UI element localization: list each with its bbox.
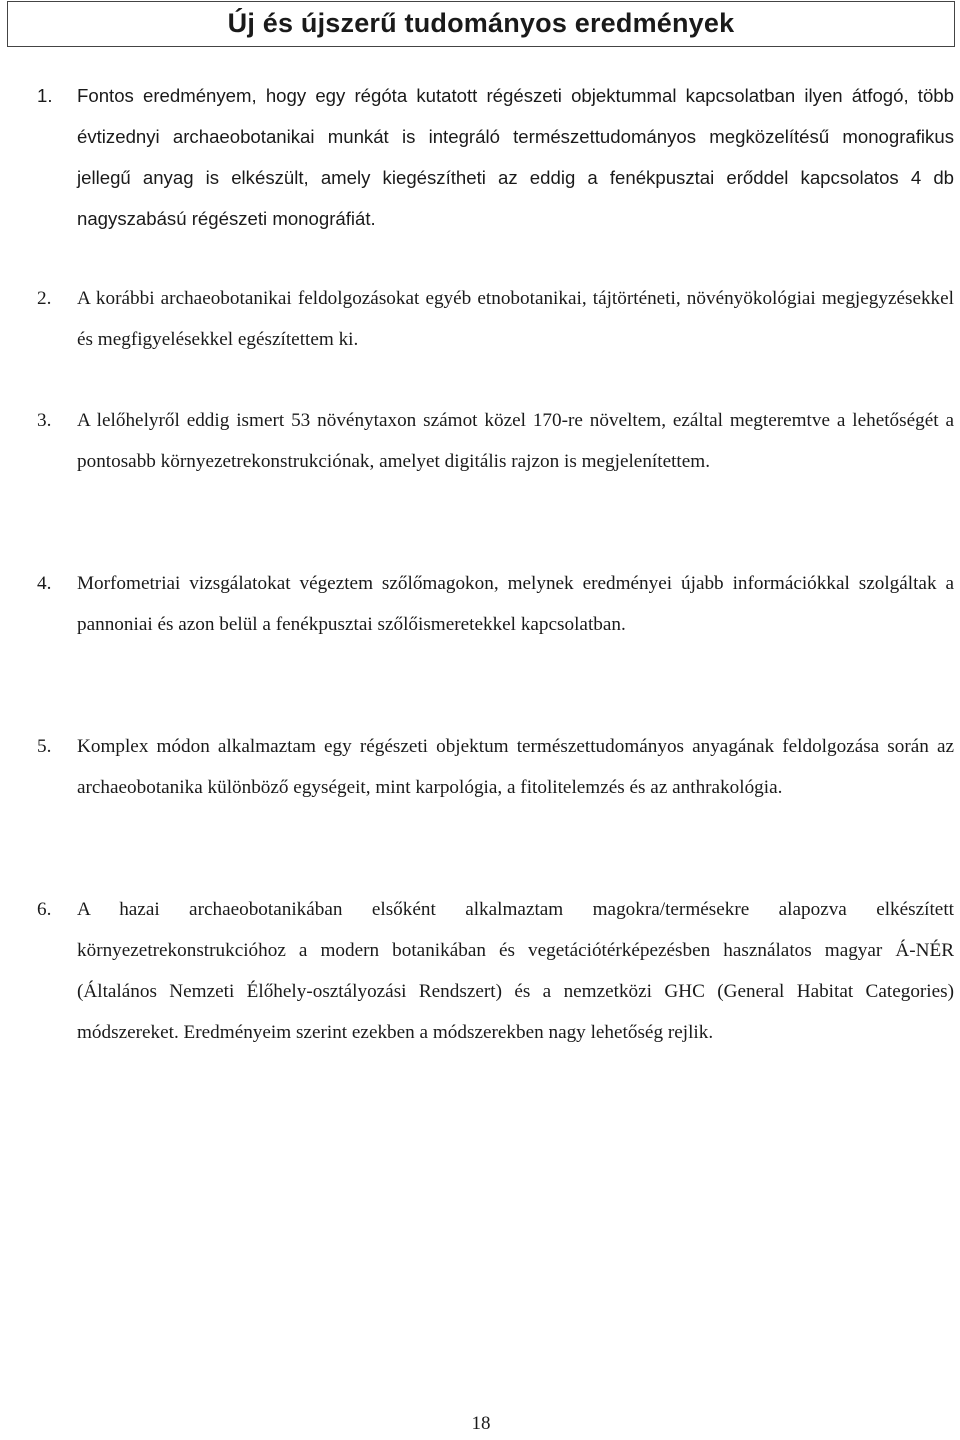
item-number: 5. xyxy=(37,736,52,757)
result-item-5 xyxy=(37,726,954,808)
item-number: 3. xyxy=(37,410,52,431)
item-number: 4. xyxy=(37,573,52,594)
result-item-3 xyxy=(37,400,954,482)
item-number: 2. xyxy=(37,288,52,309)
result-item-4 xyxy=(37,563,954,645)
item-text: Fontos eredményem, hogy egy régóta kutatott régészeti objektummal kapcsolatban ilyen átfogó, több évtizednyi archaeobotanikai munkát is integráló természettudományos megközelítésű monografikus jellegű anyag is elkészült, amely kiegészítheti az eddig a fenékpusztai erőddel kapcsolatos 4 db nagyszabású régészeti monográfiát. xyxy=(77,85,954,229)
item-number: 1. xyxy=(37,85,53,106)
heading-box xyxy=(7,1,955,47)
item-text: Morfometriai vizsgálatokat végeztem szőlőmagokon, melynek eredményei újabb információkkal szolgáltak a pannoniai és azon belül a fenékpusztai szőlőismeretekkel kapcsolatban. xyxy=(77,573,954,635)
item-text: A hazai archaeobotanikában elsőként alkalmaztam magokra/termésekre alapozva elkészített környezetrekonstrukcióhoz a modern botanikában és vegetációtérképezésben használatos magyar Á-NÉR (Általános Nemzeti Élőhely-osztályozási Rendszert) és a nemzetközi GHC (General Habitat Categories) módszereket. Eredményeim szerint ezekben a módszerekben nagy lehetőség rejlik. xyxy=(77,899,954,1043)
result-item-1 xyxy=(37,75,954,239)
item-text: A korábbi archaeobotanikai feldolgozásokat egyéb etnobotanikai, tájtörténeti, növényökológiai megjegyzésekkel és megfigyelésekkel egészítettem ki. xyxy=(77,288,954,350)
result-item-6 xyxy=(37,889,954,1053)
page-number: 18 xyxy=(471,1413,491,1434)
result-item-2 xyxy=(37,278,954,360)
page-title: Új és újszerű tudományos eredmények xyxy=(227,7,735,38)
item-text: A lelőhelyről eddig ismert 53 növénytaxon számot közel 170-re növeltem, ezáltal megteremtve a lehetőségét a pontosabb környezetrekonstrukciónak, amelyet digitális rajzon is megjelenítettem. xyxy=(77,410,954,472)
item-number: 6. xyxy=(37,899,52,920)
item-text: Komplex módon alkalmaztam egy régészeti objektum természettudományos anyagának feldolgozása során az archaeobotanika különböző egységeit, mint karpológia, a fitolitelemzés és az anthrakológia. xyxy=(77,736,954,798)
